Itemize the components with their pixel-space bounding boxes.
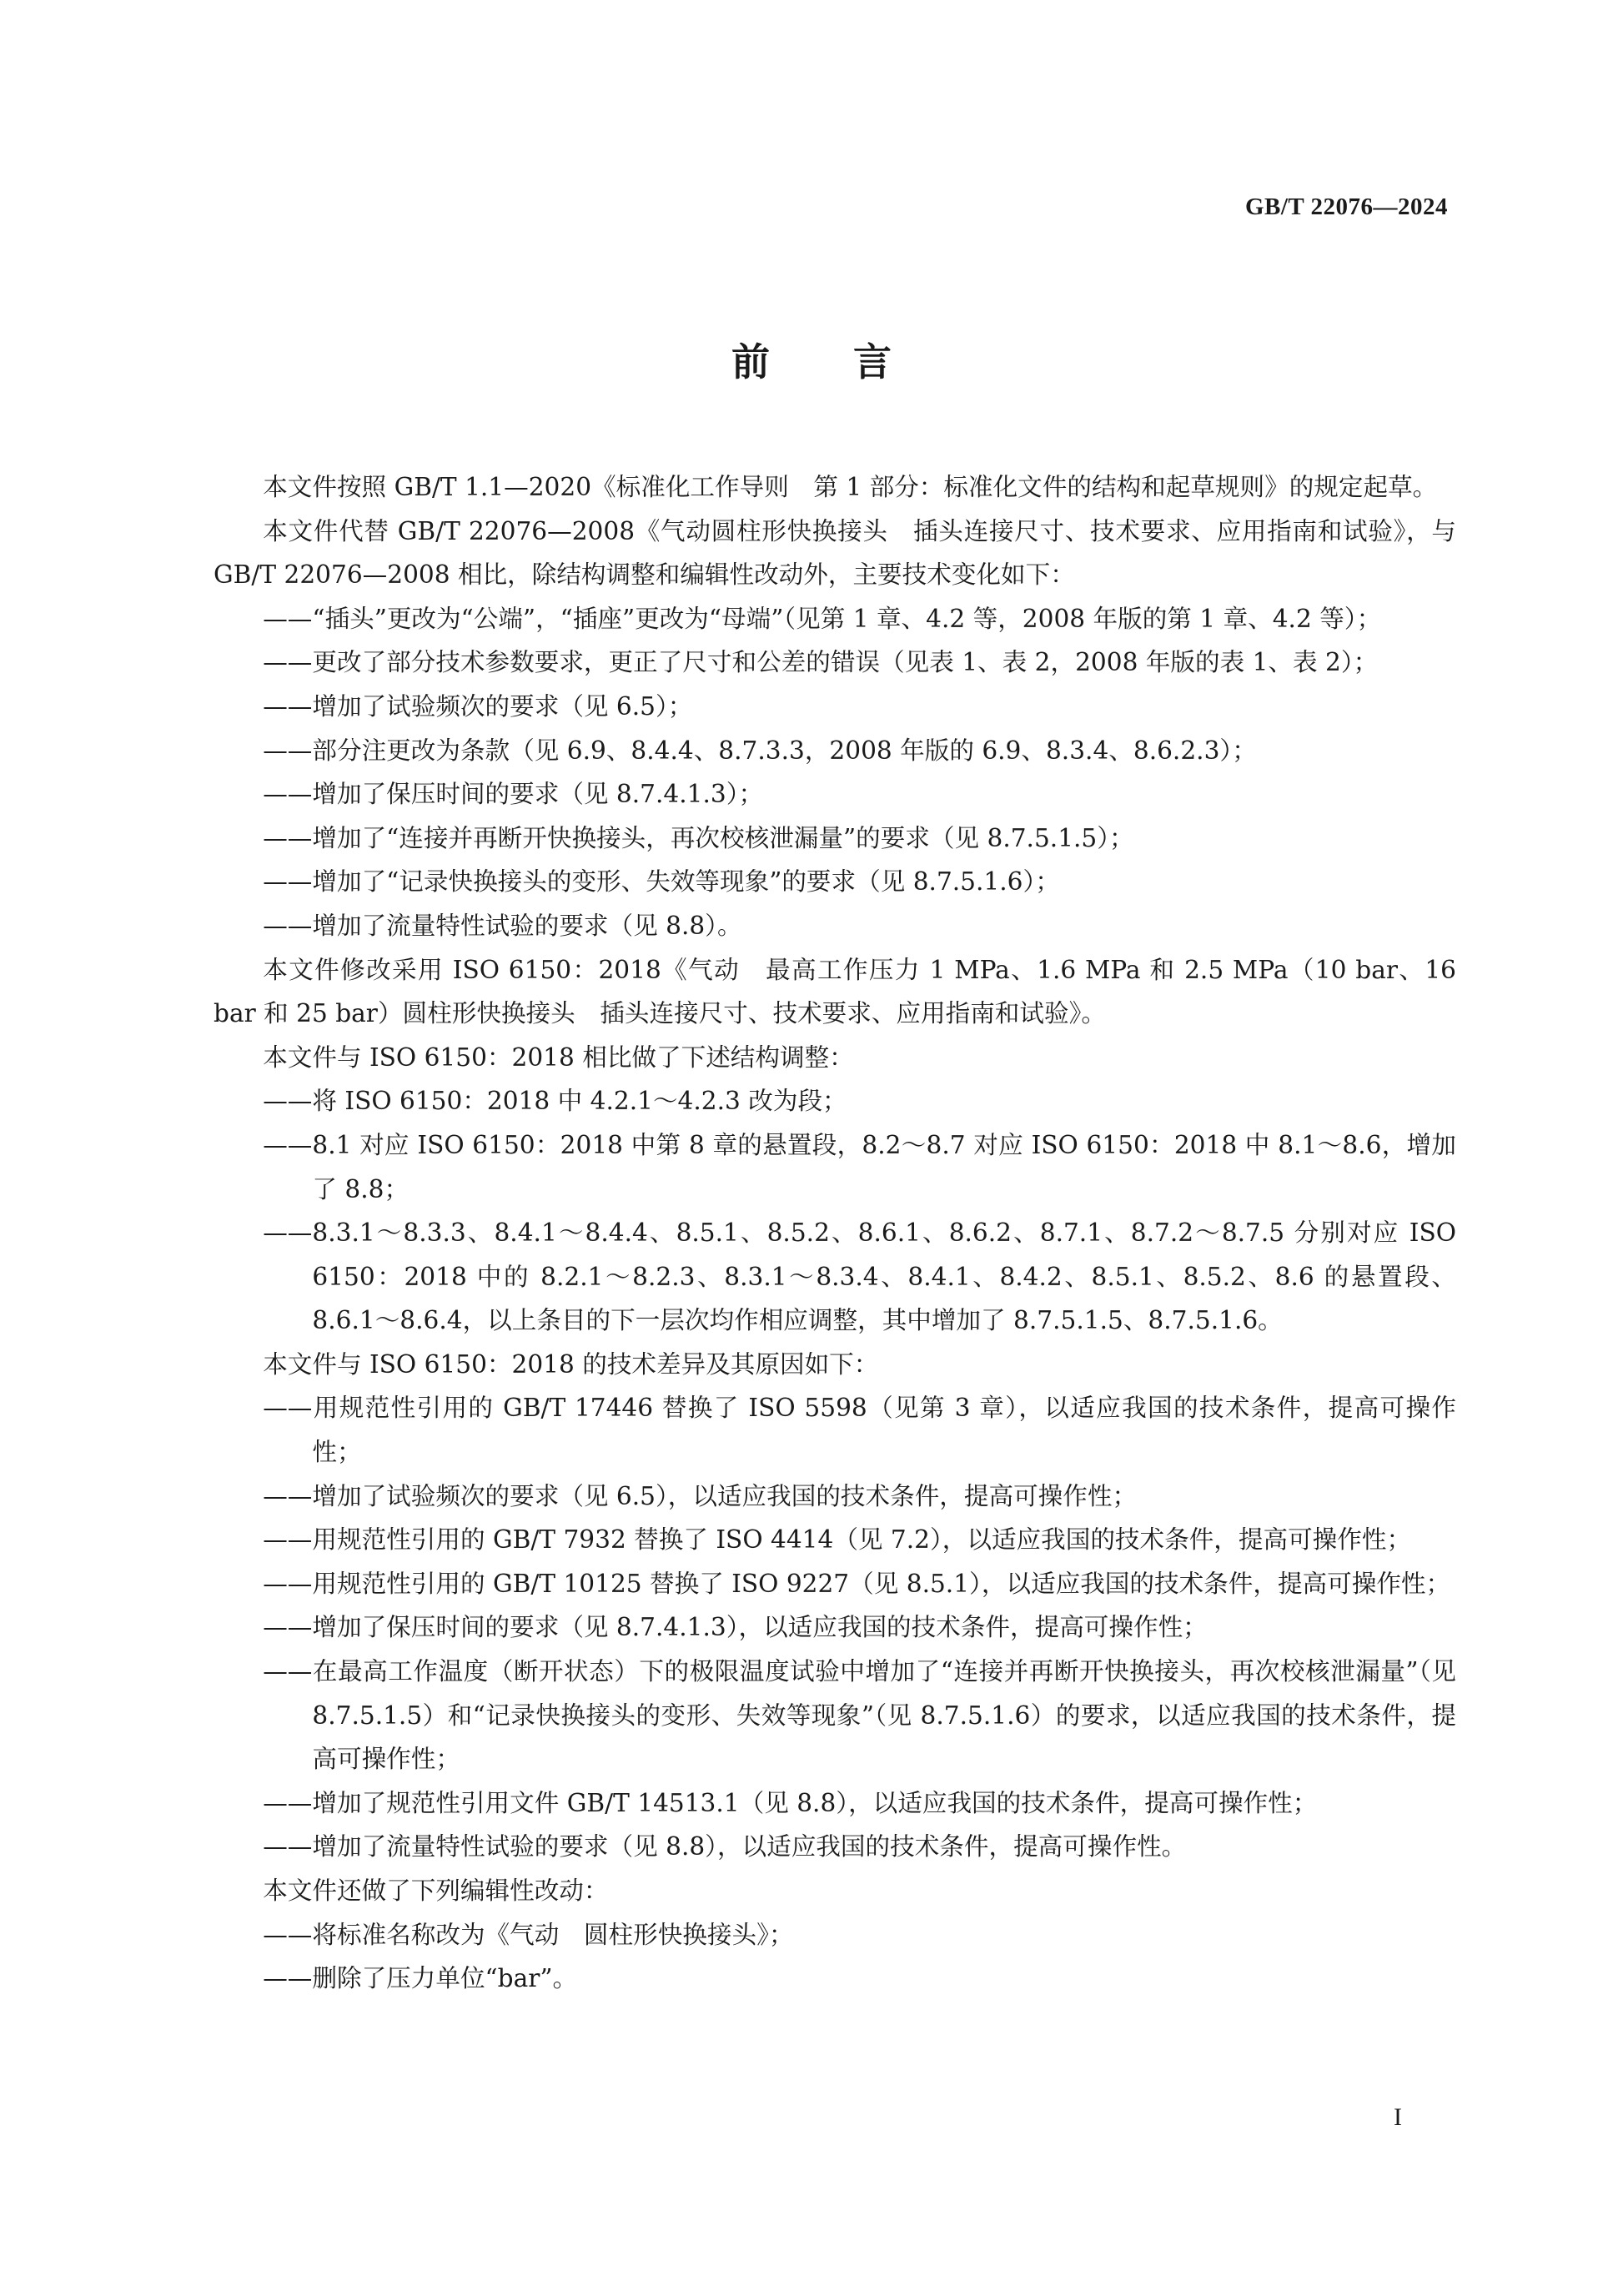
list-item: ——8.3.1～8.3.3、8.4.1～8.4.4、8.5.1、8.5.2、8.6.1、8.6.2、8.7.1、8.7.2～8.7.5 分别对应 ISO 6150：2018 中的 8.2.1～8.2.3、8.3.1～8.3.4、8.4.1、8.4.2、8.5.1、8.5.2、8.6 的悬置段、8.6.1～8.6.4，以上条目的下一层次均作相应调整，其中增加了 8.7.5.1.5、8.7.5.1.6。	[263, 1218, 1456, 1335]
body-paragraph: 本文件代替 GB/T 22076—2008《气动圆柱形快换接头 插头连接尺寸、技术要求、应用指南和试验》，与 GB/T 22076—2008 相比，除结构调整和编辑性改动外，主要技术变化如下：	[214, 516, 1456, 590]
body-paragraph: 本文件按照 GB/T 1.1—2020《标准化工作导则 第 1 部分：标准化文件的结构和起草规则》的规定起草。	[263, 473, 1438, 501]
list-item: ——增加了流量特性试验的要求（见 8.8）。	[263, 911, 742, 940]
list-item: ——“插头”更改为“公端”，“插座”更改为“母端”（见第 1 章、4.2 等，2008 年版的第 1 章、4.2 等）；	[263, 604, 1382, 633]
list-item: ——8.1 对应 ISO 6150：2018 中第 8 章的悬置段，8.2～8.7 对应 ISO 6150：2018 中 8.1～8.6，增加了 8.8；	[263, 1130, 1456, 1203]
list-item: ——增加了“记录快换接头的变形、失效等现象”的要求（见 8.7.5.1.6）；	[263, 867, 1060, 897]
body-paragraph: 本文件修改采用 ISO 6150：2018《气动 最高工作压力 1 MPa、1.6 MPa 和 2.5 MPa（10 bar、16 bar 和 25 bar）圆柱形快换接头 插头连接尺寸、技术要求、应用指南和试验》。	[214, 955, 1456, 1028]
list-item: ——删除了压力单位“bar”。	[263, 1964, 578, 1993]
list-item: ——增加了保压时间的要求（见 8.7.4.1.3）；	[263, 780, 764, 809]
list-item: ——增加了流量特性试验的要求（见 8.8），以适应我国的技术条件，提高可操作性。	[263, 1832, 1187, 1861]
document-body	[214, 465, 1456, 2001]
page-number: I	[1394, 2103, 1402, 2131]
body-paragraph: 本文件与 ISO 6150：2018 的技术差异及其原因如下：	[263, 1349, 879, 1379]
list-item: ——在最高工作温度（断开状态）下的极限温度试验中增加了“连接并再断开快换接头，再次校核泄漏量”（见 8.7.5.1.5）和“记录快换接头的变形、失效等现象”（见 8.7.5.1.6）的要求，以适应我国的技术条件，提高可操作性；	[263, 1657, 1456, 1774]
list-item: ——增加了规范性引用文件 GB/T 14513.1（见 8.8），以适应我国的技术条件，提高可操作性；	[263, 1788, 1318, 1817]
list-item: ——将 ISO 6150：2018 中 4.2.1～4.2.3 改为段；	[263, 1087, 847, 1116]
list-item: ——增加了试验频次的要求（见 6.5），以适应我国的技术条件，提高可操作性；	[263, 1481, 1138, 1510]
body-paragraph: 本文件与 ISO 6150：2018 相比做了下述结构调整：	[263, 1042, 854, 1072]
body-paragraph: 本文件还做了下列编辑性改动：	[263, 1876, 609, 1905]
list-item: ——用规范性引用的 GB/T 7932 替换了 ISO 4414（见 7.2），以适应我国的技术条件，提高可操作性；	[263, 1525, 1412, 1555]
standard-code: GB/T 22076—2024	[1244, 193, 1448, 220]
list-item: ——增加了保压时间的要求（见 8.7.4.1.3），以适应我国的技术条件，提高可操作性；	[263, 1613, 1208, 1642]
list-item: ——增加了“连接并再断开快换接头，再次校核泄漏量”的要求（见 8.7.5.1.5）；	[263, 823, 1134, 852]
list-item: ——更改了部分技术参数要求，更正了尺寸和公差的错误（见表 1、表 2，2008 年版的表 1、表 2）；	[263, 648, 1379, 677]
list-item: ——用规范性引用的 GB/T 10125 替换了 ISO 9227（见 8.5.1），以适应我国的技术条件，提高可操作性；	[263, 1569, 1451, 1598]
list-item: ——用规范性引用的 GB/T 17446 替换了 ISO 5598（见第 3 章），以适应我国的技术条件，提高可操作性；	[263, 1394, 1456, 1467]
list-item: ——增加了试验频次的要求（见 6.5）；	[263, 691, 693, 721]
page-title: 前言	[731, 339, 975, 384]
list-item: ——部分注更改为条款（见 6.9、8.4.4、8.7.3.3，2008 年版的 6.9、8.3.4、8.6.2.3）；	[263, 736, 1257, 765]
list-item: ——将标准名称改为《气动 圆柱形快换接头》；	[263, 1920, 794, 1949]
